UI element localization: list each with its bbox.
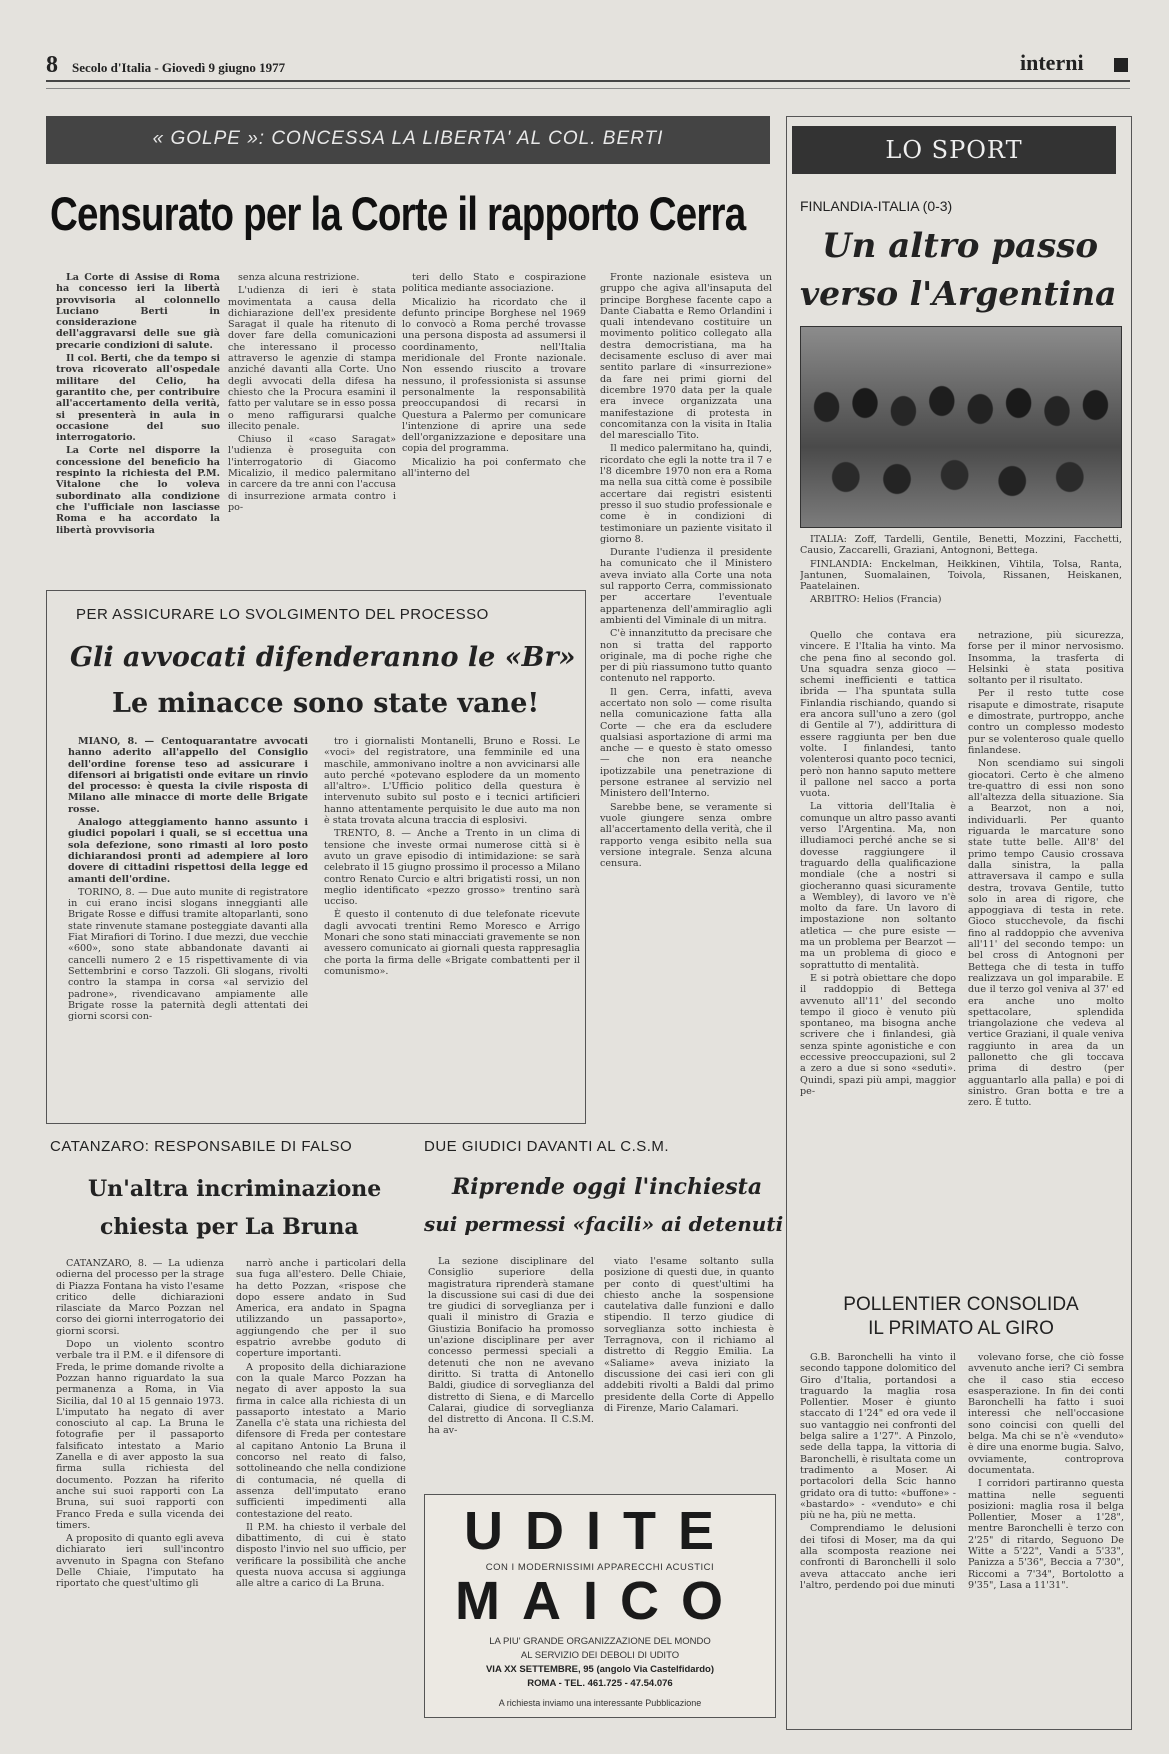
paragraph: Non scendiamo sui singoli giocatori. Certo è che almeno tre-quattro di essi non sono all'altezza della situazione. Sia a Bearzot, non a noi, individuarli. Per quanto riguarda le marcature sono state tutte belle. All'8' del primo tempo Causio crossava dalla sinistra, la palla attraversava il campo e sulla destra, trovava Gentile, tutto solo in area di rigore, che appoggiava di testa in rete. Gioco stucchevole, da fischi fino al raddoppio che avveniva all'11' del secondo tempo: un bel cross di Antognoni per Bettega che di testa in tuffo realizzava un gol imparabile. E due il terzo gol veniva al 37' ed era anche uno molto spettacolare, splendida triangolazione che vedeva al vertice Graziani, il quale veniva raggiunto in area da un pallonetto che gli toccava prima di destro (per agguantarlo alla palla) e poi di sinistro. Gran botta e tre a zero. È tutto. [968, 758, 1124, 1109]
paragraph: Sarebbe bene, se veramente si vuole giungere senza ombre all'accertamento della verità, che il rapporto venga esibito nella sua versione integrale. Senza alcuna censura. [600, 801, 772, 870]
sport-section-title: LO SPORT [792, 126, 1116, 174]
br-story-col1 [68, 736, 308, 1114]
catanzaro-headline-line1: Un'altra incriminazione [88, 1176, 382, 1202]
giro-headline-line1: POLLENTIER CONSOLIDA [843, 1294, 1079, 1315]
sport-headline-line1: Un altro passo [822, 226, 1099, 266]
paragraph: L'udienza di ieri è stata movimentata a causa della dichiarazione dell'ex presidente Saragat il quale ha ritenuto di dover fare della comunicazioni che interessano il processo attraverso le agenzie di stampa anziché davanti alla Corte. Uno degli avvocati della difesa ha chiesto che la Procura esamini il fatto per valutare se in esso possa o meno raffigurarsi qualche illecito penale. [228, 285, 396, 432]
paragraph: CATANZARO, 8. — La udienza odierna del processo per la strage di Piazza Fontana ha visto l'esame critico delle dichiarazioni rilasciate da Marco Pozzan nel corso dei giorni interrogatorio dei giorni scorsi. [56, 1258, 224, 1337]
main-story-col3 [402, 272, 586, 568]
advert-brand-top: UDITE [464, 1501, 736, 1561]
paragraph: teri dello Stato e cospirazione politica mediante associazione. [402, 272, 586, 295]
paragraph: C'è innanzitutto da precisare che non si tratta del rapporto originale, ma di poche righe che per di più riassumono tutto quanto contenuto nel rapporto. [600, 628, 772, 685]
paragraph: È questo il contenuto di due telefonate ricevute dagli avvocati trentini Remo Moresco e Arrigo Monari che sono stati minacciati gravemente se non avessero comunicato ai giornali questa rappresaglia che porta la firma delle «Brigate combattenti per il comunismo». [324, 909, 580, 977]
advert-footer: A richiesta inviamo una interessante Pubblicazione [498, 1698, 702, 1708]
caption-arbitro: ARBITRO: Helios (Francia) [810, 594, 942, 606]
paragraph: viato l'esame soltanto sulla posizione di questi due, in quanto per conto di quest'ultimi ha chiesto anche la sospensione cautelativa dalle funzioni e dallo stipendio. Il terzo giudice di sorveglianza sotto inchiesta è Terragnova, con il richiamo al distretto di Reggio Emilia. La «Saliame» aveva iniziato la discussione dei casi ieri con gli addebiti rivolti a Baldi dal primo presidente della Corte di Appello di Firenze, Mario Calamari. [604, 1256, 774, 1414]
paragraph: G.B. Baronchelli ha vinto il secondo tappone dolomitico del Giro d'Italia, portandosi a traguardo la maglia rosa Pollentier. Moser è giunto staccato di 1'24" ed ora vede il suo vantaggio nei confronti del belga salire a 1'27". A Pinzolo, sede della tappa, la vittoria di Baronchelli, è risultata come un tradimento a Moser. Ai portacolori della Scic hanno gridato ora di tutto: «buffone» - «bastardo» - «venduto» e chi più ne ha, più ne metta. [800, 1352, 956, 1522]
advert-line2: AL SERVIZIO DEI DEBOLI DI UDITO [520, 1650, 680, 1661]
page-number: 8 [46, 52, 58, 78]
catanzaro-kicker: CATANZARO: RESPONSABILE DI FALSO [50, 1138, 353, 1155]
paragraph: Il col. Berti, che da tempo si trova ricoverato all'ospedale militare del Celio, ha garantito che, per contribuire all'accertamento della verità, si presenterà in aula in occasione del suo interrogatorio. [56, 353, 220, 444]
paragraph: La Corte di Assise di Roma ha concesso ieri la libertà provvisoria al colonnello Luciano Berti in considerazione dell'aggravarsi delle sue già precarie condizioni di salute. [56, 272, 220, 351]
paragraph: tro i giornalisti Montanelli, Bruno e Rossi. Le «voci» del registratore, una femminile ed una maschile, ammonivano inoltre a non avvicinarsi alle auto perché «potevano esplodere da un momento all'altro». L'Ufficio politico della questura è intervenuto subito sul posto e i tecnici artificieri hanno attentamente perquisito le due auto ma non è stata trovata alcuna traccia di esplosivi. [324, 736, 580, 827]
main-story-col2 [228, 272, 396, 568]
caption-italia: ITALIA: Zoff, Tardelli, Gentile, Benetti, Mozzini, Facchetti, Causio, Zaccarelli, Graziani, Antognoni, Bettega. [800, 534, 1122, 557]
giro-headline-line2: IL PRIMATO AL GIRO [868, 1318, 1054, 1339]
paragraph: Dopo un violento scontro verbale tra il P.M. e il difensore di Freda, le prime domande rivolte a Pozzan hanno riguardato la sua permanenza a Roma, in Via Sicilia, dal 10 al 15 gennaio 1973. L'imputato ha negato di aver conosciuto al cap. La Bruna le fotografie per il passaporto falsificato intestato a Mario Zanella e di aver apposto la sua firma sulla richiesta del documento. Pozzan ha riferito anche sui suoi rapporti con La Bruna, sui suoi rapporti con Franco Freda e sulla vicenda dei timers. [56, 1339, 224, 1531]
br-story-kicker: PER ASSICURARE LO SVOLGIMENTO DEL PROCESSO [76, 606, 489, 623]
section-name: interni [1020, 50, 1084, 75]
paragraph: Il gen. Cerra, infatti, aveva accertato non solo — come risulta nella comunicazione fatta alla Corte — che era da escludere qualsiasi asportazione di armi ma anche — e questo è stato omesso — che non era neanche ipotizzabile una penetrazione di persone estranee al servizio nel Ministero dell'Interno. [600, 686, 772, 800]
catanzaro-headline-line2: chiesta per La Bruna [100, 1214, 359, 1240]
paragraph: TORINO, 8. — Due auto munite di registratore in cui erano incisi slogans inneggianti alle Brigate Rosse e diffusi tramite altoparlanti, sono state rinvenute stamane posteggiate davanti alla Fiat Mirafiori di Torino. I due mezzi, due vecchie «600», sono state abbandonate davanti ai cancelli numero 2 e 15 rispettivamente di via Settembrini e corso Tazzoli. Gli slogans, rivolti contro la stampa in corsa «al servizio del padrone», rivendicavano ampiamente alle Brigate rosse la paternità degli attentati dei giorni scorsi con- [68, 886, 308, 1023]
sport-col1 [800, 630, 956, 1280]
giro-col2 [968, 1352, 1124, 1722]
paragraph: I corridori partiranno questa mattina nelle seguenti posizioni: maglia rosa il belga Pollentier, Moser a 1'28", mentre Baronchelli è terzo con 2'25" di ritardo, Seguono De Witte a 5'22", Vandi a 5'33", Panizza a 5'36", Beccia a 7'30", Riccomi a 7'34", Bortolotto a 9'35", Lasa a 11'31". [968, 1478, 1124, 1591]
csm-headline-line1: Riprende oggi l'inchiesta [452, 1174, 763, 1200]
main-story-col4 [600, 272, 772, 1087]
advert-brand-bottom: MAICO [455, 1571, 745, 1631]
csm-col2 [604, 1256, 774, 1486]
paragraph: Per il resto tutte cose risapute e dimostrate, risapute e dimostrate, purtroppo, anche contro un complesso modesto pur se volenteroso quale quello finlandese. [968, 688, 1124, 756]
main-story-headline: Censurato per la Corte il rapporto Cerra [50, 187, 746, 240]
caption-finlandia: FINLANDIA: Enckelman, Heikkinen, Vihtila, Tolsa, Ranta, Jantunen, Suomalainen, Toivola, Rissanen, Heiskanen, Paatelainen. [800, 558, 1122, 593]
advert-phone: ROMA - TEL. 461.725 - 47.54.076 [527, 1678, 673, 1689]
paragraph: volevano forse, che ciò fosse avvenuto anche ieri? Ci sembra che il caso stia ecceso esasperazione. In fin dei conti Baronchelli ha fatto i suoi interessi che nell'occasione sono coincisi con quelli del belga. Ma chi se n'è «venduto» è dire una enorme bugia. Salvo, ovviamente, controprova documentata. [968, 1352, 1124, 1476]
main-story-col1 [56, 272, 220, 568]
br-story-subhead: Le minacce sono state vane! [112, 688, 540, 719]
newspaper-dateline: Secolo d'Italia - Giovedì 9 giugno 1977 [72, 60, 286, 75]
section-marker-icon [1114, 58, 1128, 72]
paragraph: Micalizio ha ricordato che il defunto principe Borghese nel 1969 lo convocò a Roma perché trovasse una persona disposta ad assumersi il coordinamento, nell'Italia meridionale del Fronte nazionale. Non essendo riuscito a trovare nessuno, il professionista si assunse personalmente la responsabilità preoccupandosi di recarsi in Questura a Palermo per comunicare l'intenzione di aprire una sede dell'organizzazione e depositare una copia del programma. [402, 296, 586, 455]
catanzaro-col1 [56, 1258, 224, 1714]
paragraph: netrazione, più sicurezza, forse per il minor nervosismo. Insomma, la trasferta di Helsinki è stata positiva soltanto per il risultato. [968, 630, 1124, 687]
main-story-banner: « GOLPE »: CONCESSA LA LIBERTA' AL COL. BERTI [46, 116, 770, 164]
advert-line1: LA PIU' GRANDE ORGANIZZAZIONE DEL MONDO [489, 1636, 711, 1647]
csm-headline-line2: sui permessi «facili» ai detenuti [424, 1212, 784, 1236]
catanzaro-col2 [236, 1258, 406, 1714]
advert-tagline: CON I MODERNISSIMI APPARECCHI ACUSTICI [485, 1562, 715, 1573]
paragraph: Il medico palermitano ha, quindi, ricordato che egli la notte tra il 7 e l'8 dicembre 1970 non era a Roma ma nella sua città come è possibile accertare dai registri esistenti presso il suo studio professionale e come è in condizioni di testimoniare un paziente visitato il giorno 8. [600, 443, 772, 545]
paragraph: MIANO, 8. — Centoquarantatre avvocati hanno aderito all'appello del Consiglio dell'ordine forense teso ad assicurare i difensori ai brigatisti onde evitare un rinvio del processo: è questa la civile risposta di Milano alle minacce di morte delle Brigate rosse. [68, 736, 308, 815]
paragraph: E si potrà obiettare che dopo il raddoppio di Bettega avvenuto all'11' del secondo tempo il gioco è venuto più spontaneo, ma bisogna anche scrivere che i finlandesi, già senza spinte agonistiche e con eccessive preoccupazioni, sul 2 a zero a due si sono «seduti». Quindi, spazi più ampi, maggior pe- [800, 972, 956, 1097]
header-rule-thin [46, 88, 1130, 89]
team-photo [800, 326, 1122, 528]
paragraph: La Corte nel disporre la concessione del beneficio ha respinto la richiesta del P.M. Vitalone che lo voleva subordinato alla condizione che l'ufficiale non lasciasse Roma e ha accordato la libertà provvisoria [56, 445, 220, 536]
br-story-col2 [324, 736, 580, 1114]
paragraph: narrò anche i particolari della sua fuga all'estero. Delle Chiaie, ha detto Pozzan, «rispose che dopo essere andato in Sud America, era andato in Spagna utilizzando un passaporto», aggiungendo che per il suo espatrio avrebbe goduto di coperture importanti. [236, 1258, 406, 1360]
paragraph: Quello che contava era vincere. E l'Italia ha vinto. Ma che pena fino al secondo gol. Una squadra senza gioco — schemi inefficienti e tattica ibrida — l'ha spuntata sulla Finlandia rischiando, quando si era ancora sull'uno a zero (gol di Gentile al 7'), addirittura di essere raggiunta per ben due volte. I finlandesi, tanto volenterosi quanto poco tecnici, però non hanno saputo mettere il pallone nel sacco a porta vuota. [800, 630, 956, 800]
br-story-headline: Gli avvocati difenderanno le «Br» [70, 642, 576, 673]
paragraph: La vittoria dell'Italia è comunque un altro passo avanti verso l'Argentina. Ma, non illudiamoci perché anche se si dovesse raggiungere il traguardo della qualificazione mondiale (che a nostri si giocheranno quasi sicuramente a Wembley), di lavoro ve n'è molto da fare. Un lavoro di impostazione non soltanto atletica — che pure esiste — ma un problema per Bearzot — ma un problema di gioco e soprattutto di mentalità. [800, 801, 956, 971]
paragraph: Il P.M. ha chiesto il verbale del dibattimento, di cui è stato disposto l'invio nel suo ufficio, per verificare la possibilità che anche questa nuova accusa si aggiunga alle altre a carico di La Bruna. [236, 1521, 406, 1590]
sport-caption [800, 534, 1122, 622]
sport-match-kicker: FINLANDIA-ITALIA (0-3) [800, 198, 953, 214]
paragraph: A proposito della dichiarazione con la quale Marco Pozzan ha negato di aver apposto la sua firma in calce alla richiesta di un passaporto intestato a Mario Zanella c'è stata una richiesta del difensore di Freda per contestare al capitano Antonio La Bruna il concorso nel reato di falso, sottolineando che nella condizione di contumacia, né quella di assenza dell'imputato erano sufficienti impedimenti alla contestazione del reato. [236, 1361, 406, 1520]
sport-headline-line2: verso l'Argentina [800, 274, 1117, 313]
csm-col1 [428, 1256, 594, 1486]
paragraph: Chiuso il «caso Saragat» l'udienza è proseguita con l'interrogatorio di Giacomo Micalizio, il medico palermitano in carcere da tre anni con l'accusa di insurrezione armata contro i po- [228, 434, 396, 513]
paragraph: A proposito di quanto egli aveva dichiarato ieri sull'incontro avvenuto in Spagna con Stefano Delle Chiaie, l'imputato ha riportato che quest'ultimo gli [56, 1533, 224, 1590]
header-rule [46, 80, 1130, 82]
paragraph: senza alcuna restrizione. [238, 272, 360, 283]
paragraph: La sezione disciplinare del Consiglio superiore della magistratura riprenderà stamane la discussione sui casi di due dei tre giudici di sorveglianza per i quali il ministro di Grazia e Giustizia Bonifacio ha promosso un'azione disciplinare per aver concesso permessi speciali a detenuti che non ne avevano diritto. Si tratta di Antonello Baldi, giudice di sorveglianza del distretto di Siena, e di Marcello Calarai, giudice di sorveglianza del distretto di Ancona. Il C.S.M. ha av- [428, 1256, 594, 1437]
paragraph: Fronte nazionale esisteva un gruppo che agiva all'insaputa del principe Borghese facente capo a Dante Ciabatta e Remo Orlandini i quali intendevano costituire un movimento politico collegato alla destra democristiana, ma ha decisamente escluso di aver mai sentito parlare di «insurrezione» da fare nei primi giorni del dicembre 1970 data per la quale era invece organizzata una manifestazione di protesta in concomitanza con la visita in Italia del maresciallo Tito. [600, 272, 772, 442]
csm-kicker: DUE GIUDICI DAVANTI AL C.S.M. [424, 1138, 670, 1155]
sport-col2 [968, 630, 1124, 1280]
advert-address: VIA XX SETTEMBRE, 95 (angolo Via Castelfidardo) [485, 1664, 715, 1675]
paragraph: TRENTO, 8. — Anche a Trento in un clima di tensione che investe ormai numerose città si è avuto un grave episodio di intimidazione: se sarà celebrato il 15 giugno prossimo il processo a Milano contro Renato Curcio e altri brigatisti rossi, un non meglio identificato «pezzo grosso» trentino sarà ucciso. [324, 828, 580, 908]
giro-col1 [800, 1352, 956, 1722]
paragraph: Micalizio ha poi confermato che all'interno del [402, 456, 586, 480]
paragraph: Durante l'udienza il presidente ha comunicato che il Ministero aveva inviato alla Corte una nota sul rapporto Cerra, commissionato per accertare l'eventuale appartenenza dell'ammiraglio agli ambienti del Viminale di un mitra. [600, 547, 772, 626]
paragraph: Analogo atteggiamento hanno assunto i giudici popolari i quali, se si eccettua una sola defezione, sono rimasti al loro posto dichiarandosi pronti ad adempiere al loro dovere di cittadini rispettosi della legge ed amanti dell'ordine. [68, 817, 308, 885]
paragraph: Comprendiamo le delusioni dei tifosi di Moser, ma da qui alla scomposta reazione nei confronti di Baronchelli il solo aveva attaccato anche ieri l'altro, perdendo poi due minuti [800, 1523, 956, 1591]
